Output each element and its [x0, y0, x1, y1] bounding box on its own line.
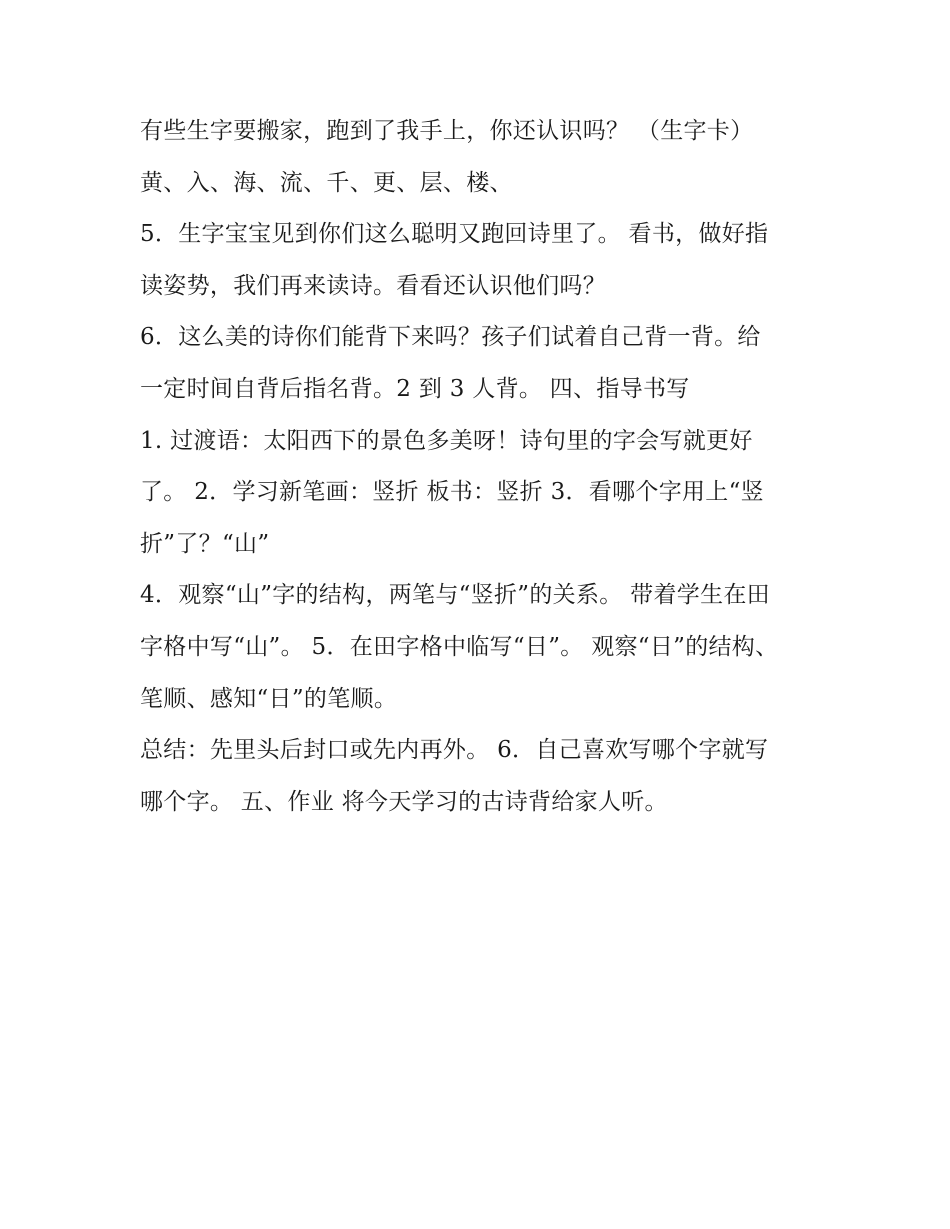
text-line-8: 了。 2．学习新笔画：竖折 板书：竖折 3．看哪个字用上“竖 — [140, 479, 764, 506]
document-body — [140, 106, 820, 828]
text-line-3: 5．生字宝宝见到你们这么聪明又跑回诗里了。 看书，做好指 — [140, 221, 769, 248]
text-line-11: 字格中写“山”。 5．在田字格中临写“日”。 观察“日”的结构、 — [140, 633, 779, 660]
text-line-13: 总结：先里头后封口或先内再外。 6．自己喜欢写哪个字就写 — [140, 737, 769, 764]
text-line-9: 折”了？“山” — [140, 530, 270, 557]
text-line-12: 笔顺、感知“日”的笔顺。 — [140, 685, 398, 712]
text-line-7: 1. 过渡语：太阳西下的景色多美呀！诗句里的字会写就更好 — [140, 427, 753, 454]
text-line-14: 哪个字。 五、作业 将今天学习的古诗背给家人听。 — [140, 788, 668, 815]
text-line-2: 黄、入、海、流、千、更、层、楼、 — [140, 169, 513, 196]
text-line-6: 一定时间自背后指名背。2 到 3 人背。 四、指导书写 — [140, 375, 690, 402]
text-line-5: 6．这么美的诗你们能背下来吗？孩子们试着自己背一背。给 — [140, 324, 761, 351]
text-line-10: 4．观察“山”字的结构，两笔与“竖折”的关系。 带着学生在田 — [140, 582, 770, 609]
text-line-1: 有些生字要搬家，跑到了我手上，你还认识吗？ （生字卡） — [140, 118, 754, 144]
text-line-4: 读姿势，我们再来读诗。看看还认识他们吗？ — [140, 272, 606, 299]
